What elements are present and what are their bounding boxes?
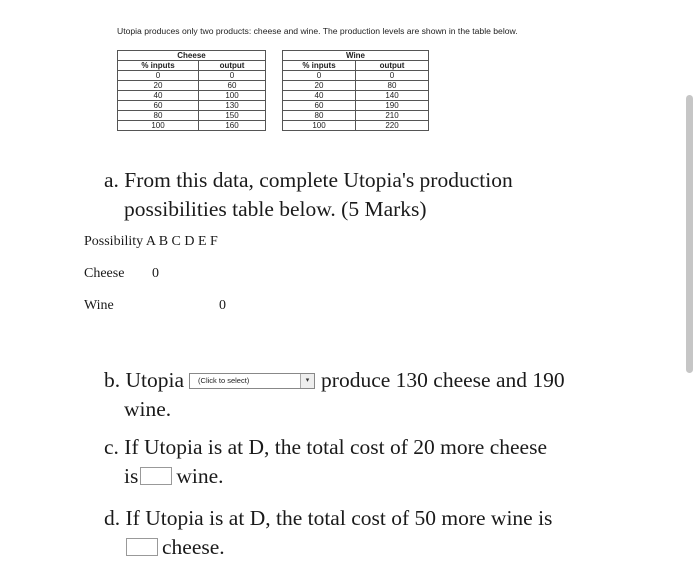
table-cell: 100: [118, 121, 199, 131]
table-cell: 0: [356, 71, 429, 81]
table-cell: 100: [199, 91, 266, 101]
table-row: [118, 111, 429, 121]
table-cell: 60: [199, 81, 266, 91]
question-d: [104, 504, 644, 562]
col-header: % inputs: [283, 61, 356, 71]
table-row: [118, 91, 429, 101]
question-c-line1: c. If Utopia is at D, the total cost of 20 more cheese: [104, 435, 547, 459]
table-cell: 210: [356, 111, 429, 121]
table-cell: 80: [283, 111, 356, 121]
question-d-suffix: cheese.: [162, 535, 225, 559]
table-cell: 20: [118, 81, 199, 91]
chevron-down-icon[interactable]: ▾: [300, 374, 314, 388]
can-cannot-select[interactable]: [189, 373, 315, 389]
question-c-suffix: wine.: [176, 464, 224, 488]
answer-c-input[interactable]: [140, 467, 172, 485]
question-a-line2: possibilities table below. (5 Marks): [124, 197, 427, 221]
table-cell: 130: [199, 101, 266, 111]
group-header-cheese: Cheese: [118, 51, 266, 61]
table-cell: 40: [118, 91, 199, 101]
table-cell: 0: [199, 71, 266, 81]
table-row: [118, 81, 429, 91]
col-header: output: [356, 61, 429, 71]
ppt-wine-label: Wine: [84, 298, 114, 313]
question-b-suffix: produce 130 cheese and 190: [321, 368, 565, 392]
ppt-header: Possibility A B C D E F: [84, 234, 218, 249]
col-header: output: [199, 61, 266, 71]
table-cell: 60: [283, 101, 356, 111]
table-cell: 190: [356, 101, 429, 111]
table-cell: 60: [118, 101, 199, 111]
question-d-line1: d. If Utopia is at D, the total cost of 50 more wine is: [104, 506, 553, 530]
question-b: [104, 366, 624, 424]
select-value: (Click to select): [198, 376, 250, 385]
table-cell: 140: [356, 91, 429, 101]
ppt-wine-f-value: 0: [219, 298, 226, 313]
table-cell: 150: [199, 111, 266, 121]
ppt-cheese-label: Cheese: [84, 266, 125, 281]
question-a: [104, 166, 584, 224]
scrollbar[interactable]: [686, 95, 693, 373]
col-header: % inputs: [118, 61, 199, 71]
table-cell: 0: [283, 71, 356, 81]
table-cell: 100: [283, 121, 356, 131]
table-row: [118, 101, 429, 111]
question-c: [104, 433, 624, 491]
production-table: [117, 50, 429, 131]
table-row: [118, 71, 429, 81]
intro-text: Utopia produces only two products: cheese and wine. The production levels are shown in the table below.: [117, 26, 518, 36]
table-cell: 160: [199, 121, 266, 131]
answer-d-input[interactable]: [126, 538, 158, 556]
table-cell: 80: [356, 81, 429, 91]
table-cell: 220: [356, 121, 429, 131]
ppt-cheese-a-value: 0: [152, 266, 159, 281]
group-header-wine: Wine: [283, 51, 429, 61]
question-a-line1: a. From this data, complete Utopia's production: [104, 168, 513, 192]
table-row: [118, 121, 429, 131]
table-cell: 0: [118, 71, 199, 81]
question-b-line2: wine.: [124, 397, 172, 421]
table-cell: 40: [283, 91, 356, 101]
question-c-prefix: is: [124, 464, 139, 488]
table-cell: 20: [283, 81, 356, 91]
question-b-prefix: b. Utopia: [104, 368, 185, 392]
table-cell: 80: [118, 111, 199, 121]
